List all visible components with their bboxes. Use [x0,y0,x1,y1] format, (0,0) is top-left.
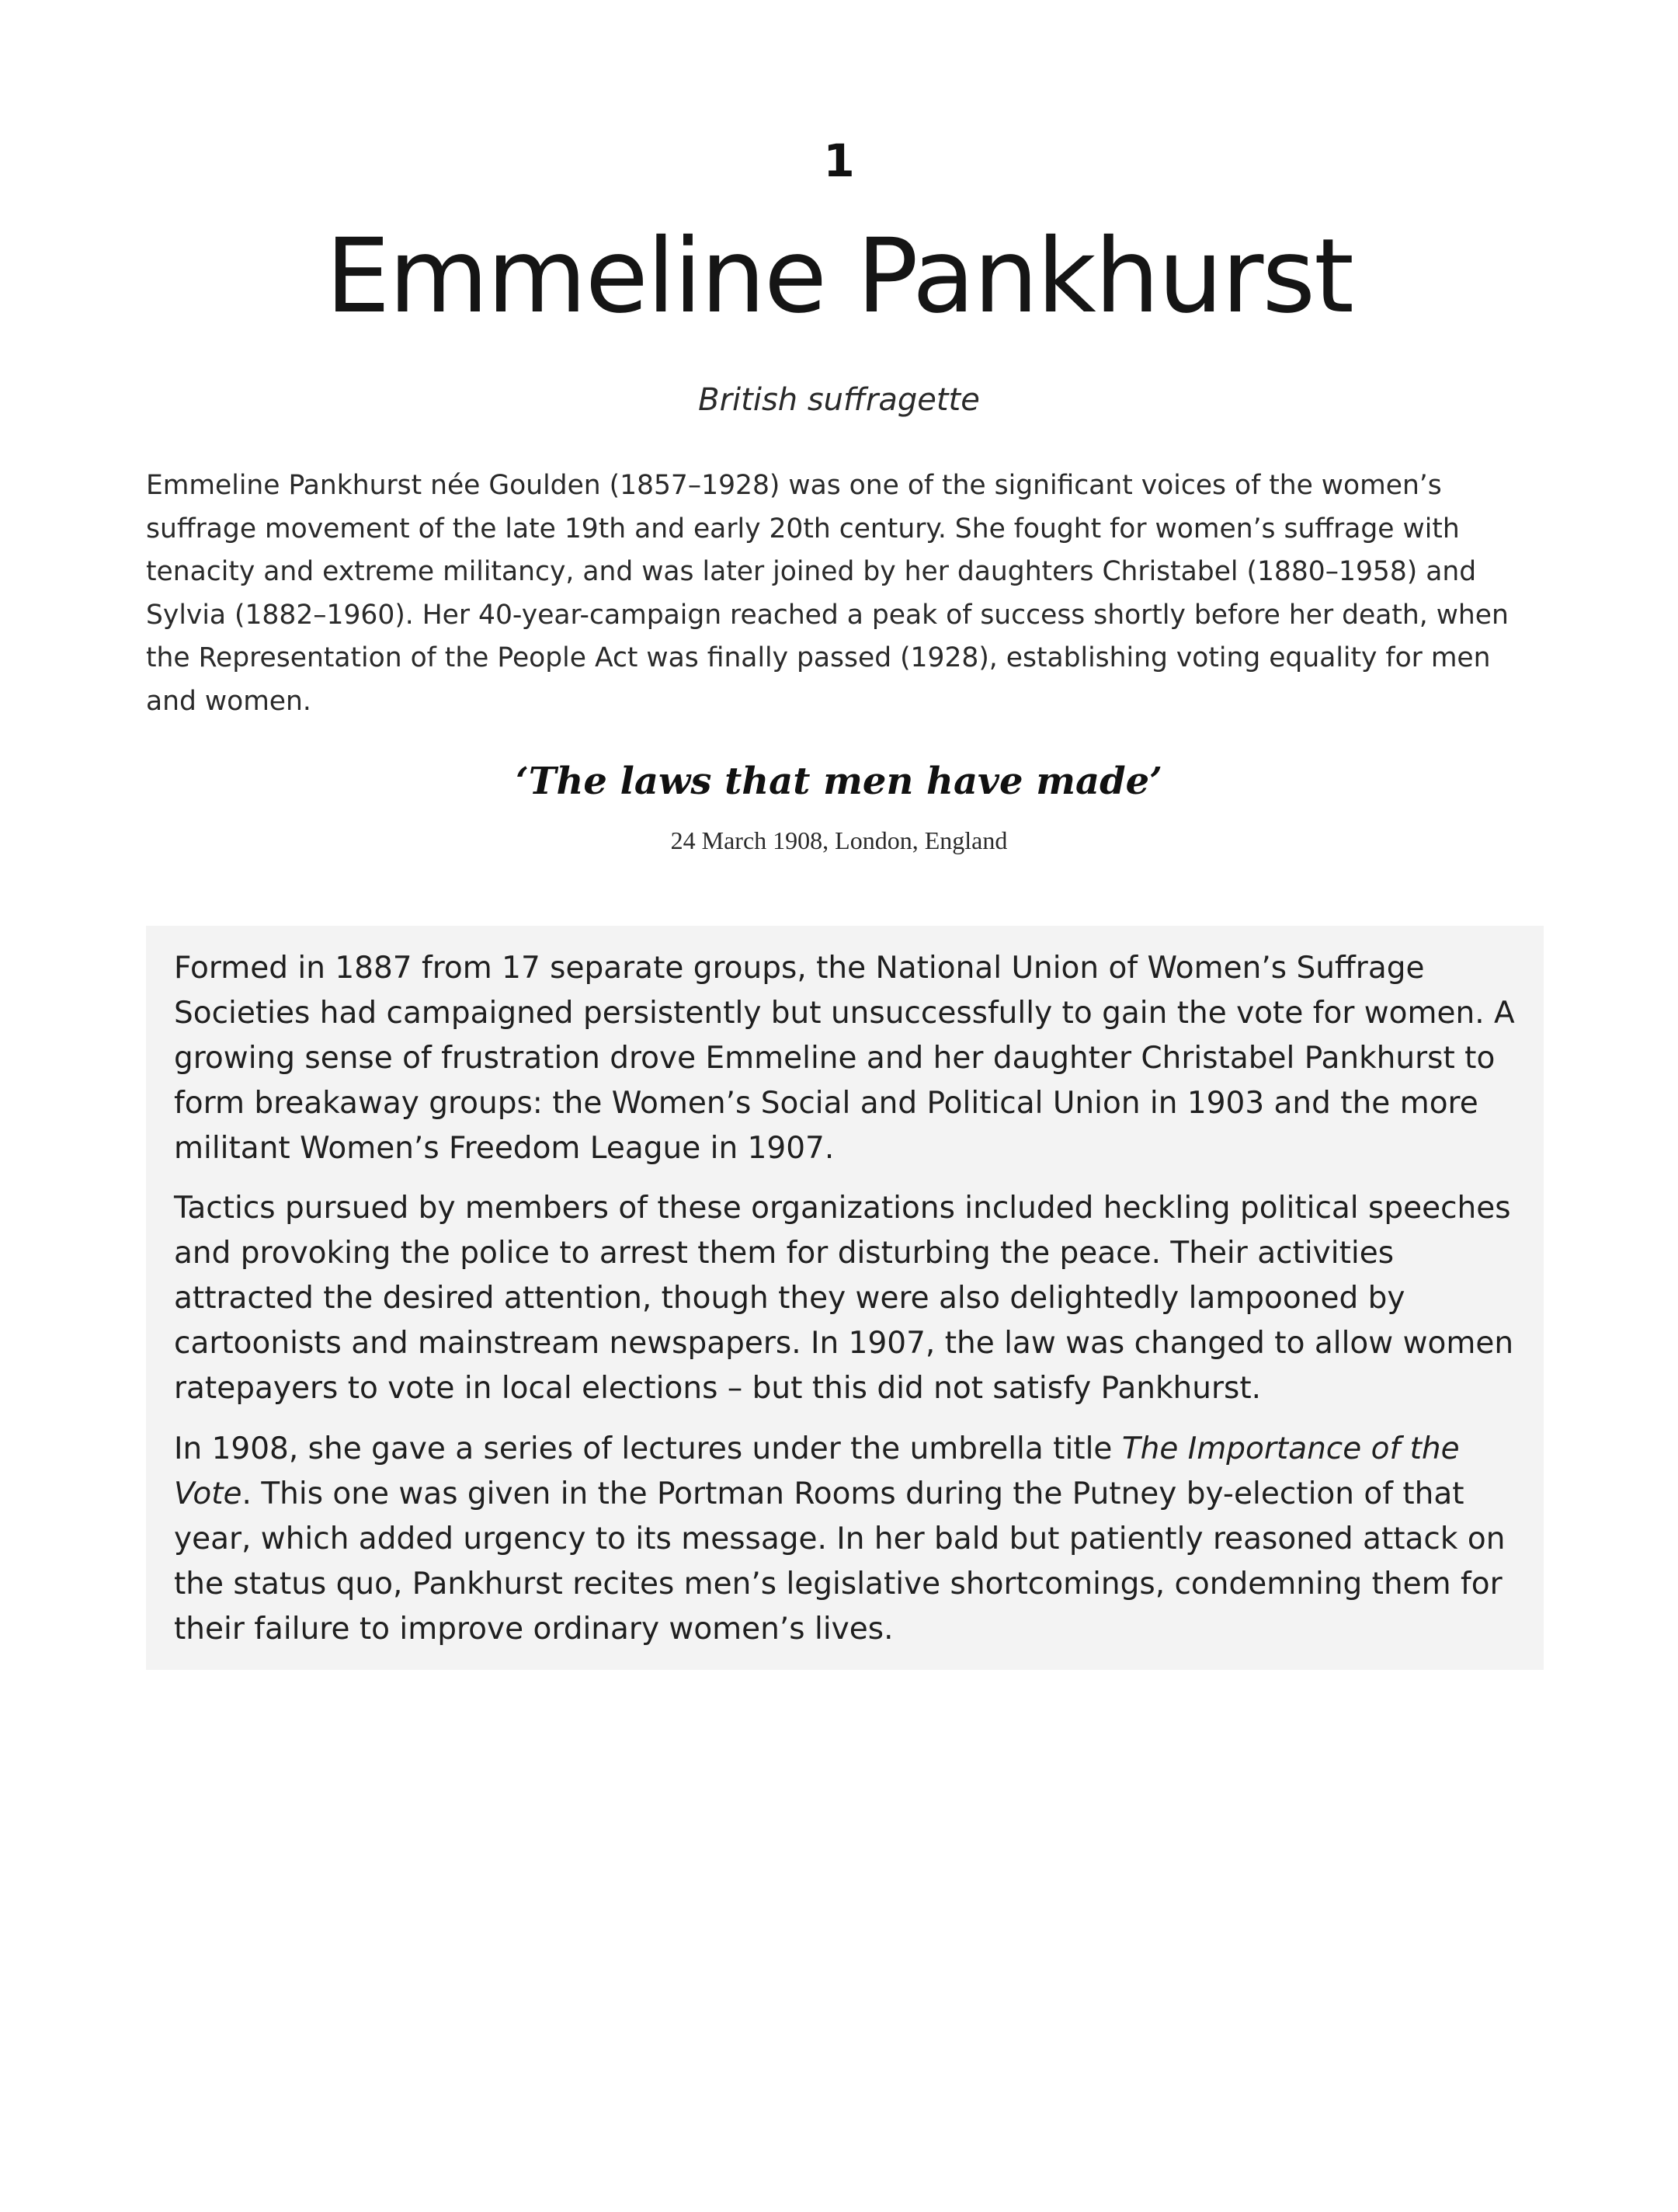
context-paragraph-3-lead: In 1908, she gave a series of lectures under the umbrella title [174,1431,1122,1466]
speech-date: 24 March 1908, London, England [670,826,1008,854]
context-box [146,926,1544,1670]
context-paragraph-3-rest: . This one was given in the Portman Rooms during the Putney by-election of that year, which added urgency to its message. In her bald but patiently reasoned attack on the status quo, Pankhurst recites men’s legislative shortcomings, condemning them for their failure to improve ordinary women’s lives. [174,1476,1506,1647]
page-title: Emmeline Pankhurst [325,217,1353,336]
context-paragraph-1: Formed in 1887 from 17 separate groups, the National Union of Women’s Suffrage Societies had campaigned persistently but unsuccessfully to gain the vote for women. A growing sense of frustration drove Emmeline and her daughter Christabel Pankhurst to form breakaway groups: the Women’s Social and Political Union in 1903 and the more militant Women’s Freedom League in 1907. [174,951,1515,1166]
context-paragraph-3 [174,1427,1525,1652]
chapter-number: 1 [823,134,855,187]
intro-paragraph: Emmeline Pankhurst née Goulden (1857–1928) was one of the significant voices of the women’s suffrage movement of the late 19th and early 20th century. She fought for women’s suffrage with tenacity and extreme militancy, and was later joined by her daughters Christabel (1880–1958) and Sylvia (1882–1960). Her 40-year-campaign reached a peak of success shortly before her death, when the Representation of the People Act was finally passed (1928), establishing voting equality for men and women. [146,470,1509,717]
page-subtitle: British suffragette [698,382,980,418]
context-paragraph-2: Tactics pursued by members of these organizations included heckling political speeches and provoking the police to arrest them for disturbing the peace. Their activities attracted the desired attention, though they were also delightedly lampooned by cartoonists and mainstream newspapers. In 1907, the law was changed to allow women ratepayers to vote in local elections – but this did not satisfy Pankhurst. [174,1191,1514,1406]
lecture-title: The Importance of the Vote [174,1431,1460,1511]
speech-title: ‘The laws that men have made’ [516,760,1162,803]
